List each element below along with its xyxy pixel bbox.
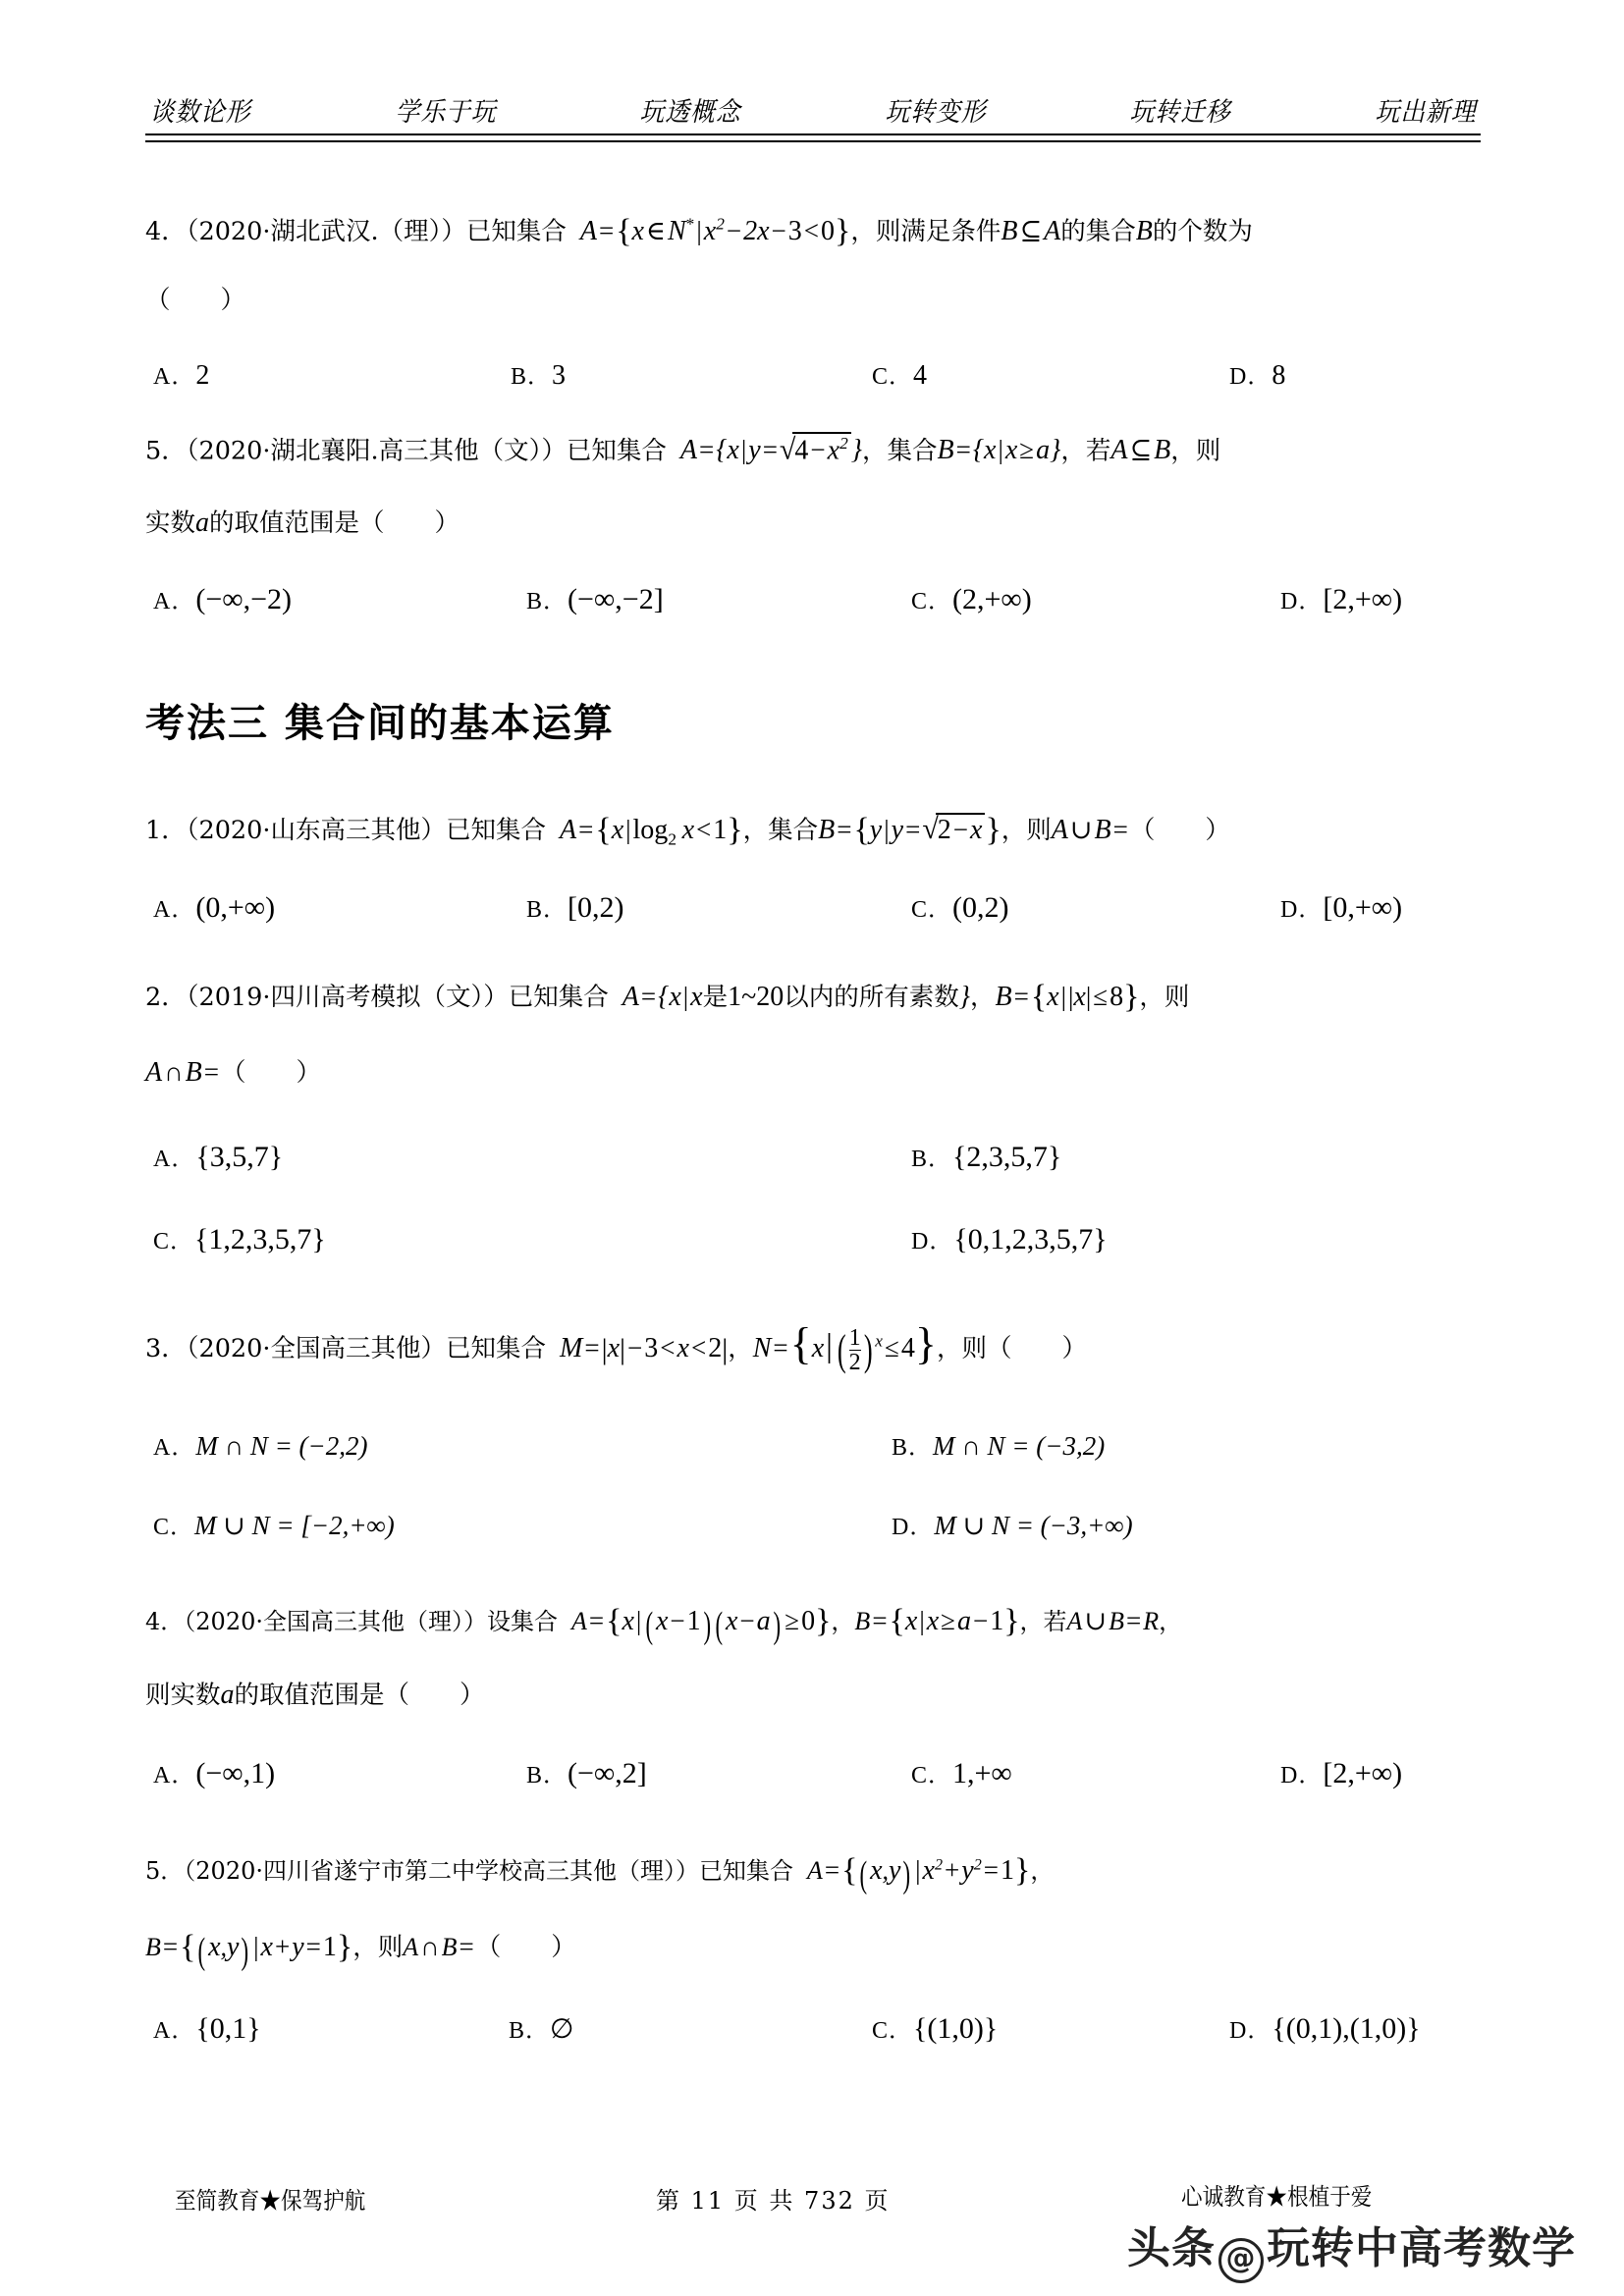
s3-question-4-line2-var: a — [220, 1680, 235, 1710]
watermark — [1127, 2213, 1576, 2283]
question-4-text-1: 已知集合 — [465, 217, 567, 246]
question-5-line2-var: a — [195, 507, 210, 538]
question-4-text-2: ，则满足条件 — [850, 217, 1001, 246]
s3-question-4-formula-2: B={x|x≥a−1} — [854, 1603, 1020, 1639]
s3-question-5-option-c[interactable]: C．{(1,0)} — [872, 2012, 999, 2045]
s3-question-2-number: 2． — [145, 983, 187, 1012]
question-4-text-3: 的集合 — [1060, 217, 1136, 246]
question-5-stem — [145, 432, 1487, 465]
question-5-formula-2: B={x|x≥a} — [937, 435, 1061, 466]
question-4-option-c[interactable]: C．4 — [872, 360, 928, 391]
question-5-formula-3: A⊆B — [1110, 435, 1171, 466]
s3-question-3-formula-2: N={x| ( $\frac{1}{2}$ ) $^x$≤4} — [752, 1318, 937, 1376]
s3-question-5-formula: A={(x,y) $|x^2+y^2=1$} — [807, 1852, 1031, 1896]
s3-question-4-line2-t1: 则实数 — [145, 1681, 221, 1710]
question-4-formula-2: B⊆A — [1001, 216, 1061, 246]
header-item-3: 玩透概念 — [639, 97, 741, 128]
watermark-prefix: 头条 — [1127, 2223, 1216, 2273]
s3-question-4-source: （2020·全国高三其他（理）） — [184, 1608, 487, 1635]
question-5-text-4: ，则 — [1170, 436, 1221, 466]
header-divider — [145, 133, 1481, 142]
s3-question-3-number: 3． — [145, 1334, 187, 1363]
s3-question-4-stem-line2 — [145, 1681, 1487, 1709]
header-item-4: 玩转变形 — [885, 97, 987, 128]
s3-question-3-option-c[interactable]: C．M ∪ N = [−2,+∞) — [153, 1511, 395, 1540]
question-5-text-3: ，若 — [1060, 436, 1111, 466]
s3-question-4-option-a[interactable]: A．(−∞,1) — [153, 1757, 276, 1789]
s3-question-1-text-1: 已知集合 — [446, 816, 547, 845]
s3-question-1-text-3: ，则 — [1001, 816, 1052, 845]
s3-question-5-text-1: 已知集合 — [699, 1857, 793, 1885]
s3-question-5-option-a[interactable]: A．{0,1} — [153, 2012, 261, 2045]
s3-question-1-stem — [145, 813, 1487, 849]
watermark-account: 玩转中高考数学 — [1267, 2223, 1576, 2273]
s3-question-4-option-b[interactable]: B．(−∞,2] — [526, 1757, 647, 1789]
s3-question-3-option-d[interactable]: D．M ∪ N = (−3,+∞) — [892, 1511, 1133, 1540]
question-4-option-d[interactable]: D．8 — [1229, 360, 1286, 391]
question-4-stem — [145, 214, 1487, 249]
s3-question-2-formula-2: B={x||x|≤8} — [995, 979, 1140, 1015]
header-item-6: 玩出新理 — [1375, 97, 1477, 128]
s3-question-5-line2-t1: ，则 — [352, 1933, 404, 1962]
question-4-answer-blank — [145, 288, 1487, 314]
question-4-formula: $A=\{x\in N^*|x^2-2x-3<0\}$ — [579, 213, 851, 249]
s3-question-5-line2-blank: （ ） — [475, 1933, 576, 1962]
header-item-5: 玩转迁移 — [1129, 97, 1231, 128]
s3-question-5-option-d[interactable]: D．{(0,1),(1,0)} — [1229, 2012, 1421, 2045]
s3-question-2-formula: A={x|x是1~20以内的所有素数} — [622, 982, 970, 1012]
header-item-2: 学乐于玩 — [395, 97, 497, 128]
question-5-line2-text1: 实数 — [145, 508, 196, 538]
s3-question-1-number: 1． — [145, 816, 187, 845]
s3-question-4-stem — [145, 1604, 1487, 1646]
s3-question-1-option-a[interactable]: A．(0,+∞) — [153, 891, 276, 924]
question-4-number: 4． — [145, 217, 187, 246]
s3-question-4-line2-t2: 的取值范围是（ ） — [234, 1681, 485, 1710]
s3-question-5-stem-line2 — [145, 1930, 1487, 1972]
at-sign-icon: @ — [1218, 2238, 1264, 2283]
question-4-var-b: B — [1135, 216, 1153, 246]
question-5-option-d[interactable]: D．[2,+∞) — [1280, 583, 1403, 615]
question-5-option-b[interactable]: B．(−∞,−2] — [526, 583, 664, 615]
s3-question-3-text-1: 已知集合 — [446, 1334, 547, 1363]
question-4-option-b[interactable]: B．3 — [511, 360, 567, 391]
s3-question-1-blank: （ ） — [1129, 816, 1230, 845]
s3-question-2-text-3: ，则 — [1139, 983, 1190, 1012]
s3-question-5-stem — [145, 1853, 1487, 1896]
question-5-source: （2020·湖北襄阳.高三其他（文）） — [186, 436, 567, 466]
s3-question-4-option-d[interactable]: D．[2,+∞) — [1280, 1757, 1403, 1789]
s3-question-3-option-b[interactable]: B．M ∩ N = (−3,2) — [892, 1431, 1106, 1461]
s3-question-3-option-a[interactable]: A．M ∩ N = (−2,2) — [153, 1431, 368, 1461]
s3-question-2-source: （2019·四川高考模拟（文）） — [186, 983, 509, 1012]
s3-question-4-number: 4． — [145, 1608, 185, 1635]
footer-right-text: 心诚教育★根植于爱 — [1181, 2183, 1373, 2211]
question-5-option-a[interactable]: A．(−∞,−2) — [153, 583, 293, 615]
question-4-text-4: 的个数为 — [1152, 217, 1253, 246]
s3-question-3-source: （2020·全国高三其他） — [186, 1334, 446, 1363]
header-item-1: 谈数论形 — [149, 97, 251, 128]
question-5-text-1: 已知集合 — [566, 436, 667, 466]
s3-question-1-formula: $A=\{x|\log_2$ x<1} — [560, 812, 743, 849]
s3-question-2-option-d[interactable]: D．{0,1,2,3,5,7} — [911, 1223, 1108, 1255]
question-4-option-a[interactable]: A．2 — [153, 360, 210, 391]
s3-question-2-line2: A∩B= — [145, 1057, 219, 1088]
question-5-option-c[interactable]: C．(2,+∞) — [911, 583, 1032, 615]
s3-question-1-option-c[interactable]: C．(0,2) — [911, 891, 1009, 924]
s3-question-1-formula-3: A∪B= — [1051, 815, 1128, 845]
s3-question-4-text-2: ， — [831, 1608, 855, 1635]
s3-question-1-text-2: ，集合 — [742, 816, 819, 845]
s3-question-1-formula-2: B={y|y=√2−x} — [818, 812, 1001, 848]
s3-question-2-option-b[interactable]: B．{2,3,5,7} — [911, 1141, 1062, 1173]
page-header — [145, 90, 1481, 129]
s3-question-4-text-3: ，若 — [1019, 1608, 1067, 1635]
s3-question-2-text-2: ， — [969, 983, 996, 1012]
s3-question-2-option-c[interactable]: C．{1,2,3,5,7} — [153, 1223, 326, 1255]
s3-question-4-formula: A={x| (x−1) (x−a) ≥0} — [571, 1603, 832, 1646]
question-4-blank-text: （ ） — [145, 286, 246, 315]
s3-question-1-option-d[interactable]: D．[0,+∞) — [1280, 891, 1403, 924]
question-5-line2-text2: 的取值范围是（ ） — [209, 508, 460, 538]
section-heading: 考法三 集合间的基本运算 — [145, 701, 615, 746]
question-5-stem-line2 — [145, 508, 1487, 537]
s3-question-5-line2-formula: B={(x,y) |x+y=1} — [145, 1929, 353, 1972]
s3-question-2-stem — [145, 980, 1487, 1015]
s3-question-1-option-b[interactable]: B．[0,2) — [526, 891, 624, 924]
s3-question-5-number: 5． — [145, 1857, 185, 1885]
s3-question-3-text-3: ，则（ ） — [936, 1334, 1087, 1363]
s3-question-2-option-a[interactable]: A．{3,5,7} — [153, 1141, 284, 1173]
s3-question-4-text-1: 设集合 — [487, 1608, 558, 1635]
s3-question-5-option-b[interactable]: B．∅ — [509, 2014, 574, 2045]
question-4-source: （2020·湖北武汉.（理）） — [186, 217, 466, 246]
s3-question-4-formula-3: A∪B=R — [1066, 1606, 1160, 1635]
question-5-number: 5． — [145, 436, 187, 466]
s3-question-1-source: （2020·山东高三其他） — [186, 816, 446, 845]
s3-question-3-formula: M=|x|−3<x<2| — [560, 1333, 729, 1365]
s3-question-5-line2-formula2: A∩B= — [403, 1932, 474, 1961]
s3-question-5-source: （2020·四川省遂宁市第二中学校高三其他（理）） — [184, 1857, 699, 1885]
footer-left-text: 至简教育★保驾护航 — [175, 2187, 366, 2215]
s3-question-3-stem — [145, 1320, 1487, 1374]
s3-question-2-line2-blank: （ ） — [220, 1058, 321, 1088]
question-5-text-2: ，集合 — [861, 436, 938, 466]
s3-question-5-text-2: ， — [1030, 1857, 1055, 1885]
s3-question-4-text-4: ， — [1159, 1608, 1183, 1635]
s3-question-2-text-1: 已知集合 — [508, 983, 609, 1012]
s3-question-3-text-2: ， — [728, 1334, 753, 1363]
footer-page-number: 第 11 页 共 732 页 — [656, 2187, 891, 2215]
s3-question-4-option-c[interactable]: C．1,+∞ — [911, 1757, 1012, 1789]
question-5-formula: $A=\{x|y=√4-x^2$ } — [679, 433, 862, 466]
s3-question-2-stem-line2 — [145, 1058, 1487, 1087]
